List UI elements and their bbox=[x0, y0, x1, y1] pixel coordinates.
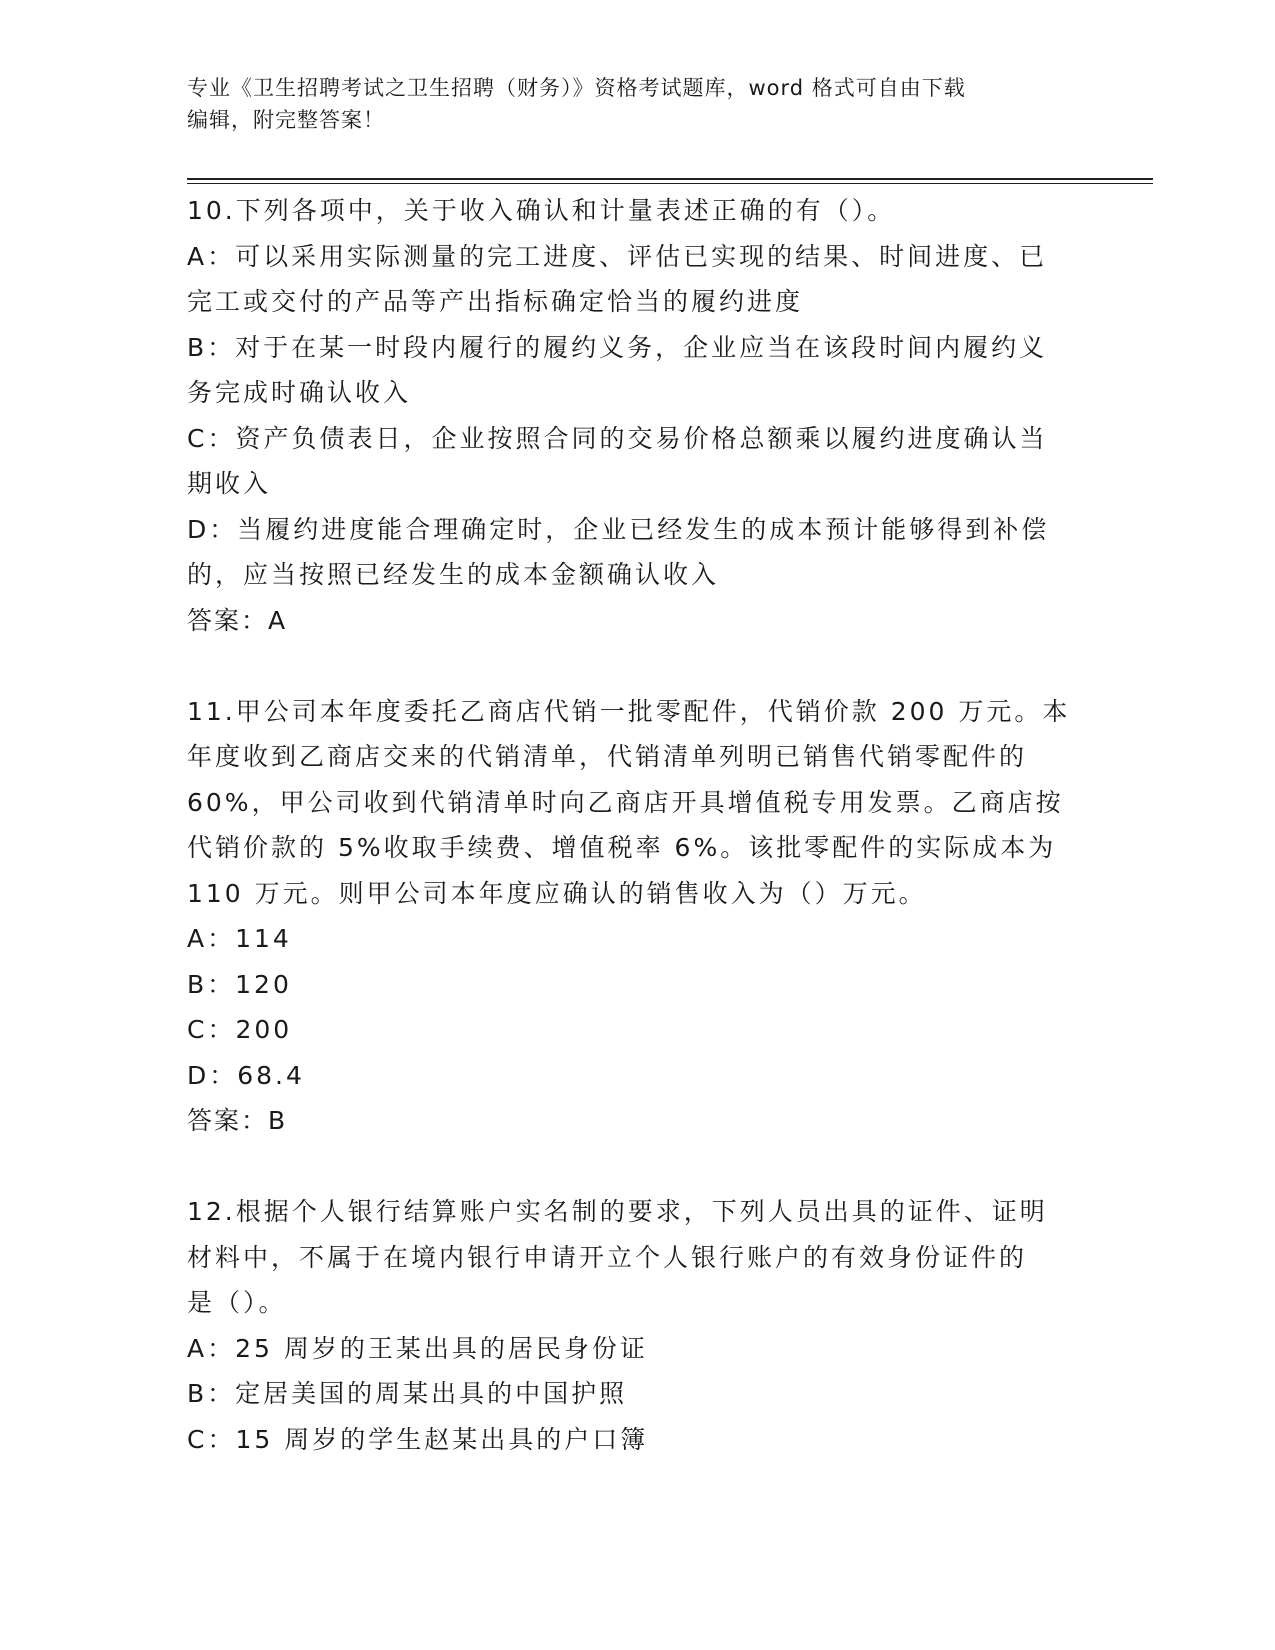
option-d: D：当履约进度能合理确定时，企业已经发生的成本预计能够得到补偿 bbox=[187, 514, 1050, 544]
question-stem: 代销价款的 5%收取手续费、增值税率 6%。该批零配件的实际成本为 bbox=[187, 833, 1057, 862]
question-stem: 是（）。 bbox=[187, 1288, 287, 1317]
document-header bbox=[187, 72, 1087, 136]
option-a: A：可以采用实际测量的完工进度、评估已实现的结果、时间进度、已 bbox=[187, 241, 1048, 271]
option-b-cont: 务完成时确认收入 bbox=[187, 378, 412, 407]
question-12 bbox=[187, 1189, 1087, 1462]
question-list bbox=[187, 188, 1087, 1462]
option-c: C：资产负债表日，企业按照合同的交易价格总额乘以履约进度确认当 bbox=[187, 423, 1048, 453]
option-a: A：25 周岁的王某出具的居民身份证 bbox=[187, 1333, 648, 1363]
option-b: B：对于在某一时段内履行的履约义务，企业应当在该段时间内履约义 bbox=[187, 332, 1048, 362]
header-line: 专业《卫生招聘考试之卫生招聘（财务）》资格考试题库，word 格式可自由下载 bbox=[187, 76, 966, 100]
option-b: B：定居美国的周某出具的中国护照 bbox=[187, 1379, 628, 1408]
header-divider-thin bbox=[187, 183, 1153, 184]
answer-line: 答案：A bbox=[187, 605, 288, 635]
option-d-cont: 的，应当按照已经发生的成本金额确认收入 bbox=[187, 560, 720, 589]
question-10 bbox=[187, 188, 1087, 643]
option-c: C：200 bbox=[187, 1015, 293, 1044]
option-c: C：15 周岁的学生赵某出具的户口簿 bbox=[187, 1424, 649, 1454]
answer-line: 答案：B bbox=[187, 1106, 288, 1135]
option-d: D：68.4 bbox=[187, 1060, 305, 1090]
option-a-cont: 完工或交付的产品等产出指标确定恰当的履约进度 bbox=[187, 287, 804, 316]
option-a: A：114 bbox=[187, 924, 292, 953]
question-stem: 12.根据个人银行结算账户实名制的要求，下列人员出具的证件、证明 bbox=[187, 1197, 1048, 1226]
question-11 bbox=[187, 689, 1087, 1144]
header-divider bbox=[187, 178, 1153, 180]
option-b: B：120 bbox=[187, 969, 292, 999]
question-stem: 11.甲公司本年度委托乙商店代销一批零配件，代销价款 200 万元。本 bbox=[187, 696, 1071, 726]
option-c-cont: 期收入 bbox=[187, 469, 272, 498]
question-stem: 材料中，不属于在境内银行申请开立个人银行账户的有效身份证件的 bbox=[187, 1242, 1028, 1272]
question-stem: 60%，甲公司收到代销清单时向乙商店开具增值税专用发票。乙商店按 bbox=[187, 787, 1064, 817]
header-line: 编辑，附完整答案！ bbox=[187, 108, 385, 132]
question-stem: 年度收到乙商店交来的代销清单，代销清单列明已销售代销零配件的 bbox=[187, 742, 1028, 771]
question-stem: 10.下列各项中，关于收入确认和计量表述正确的有（）。 bbox=[187, 196, 896, 225]
question-stem: 110 万元。则甲公司本年度应确认的销售收入为（）万元。 bbox=[187, 878, 927, 908]
